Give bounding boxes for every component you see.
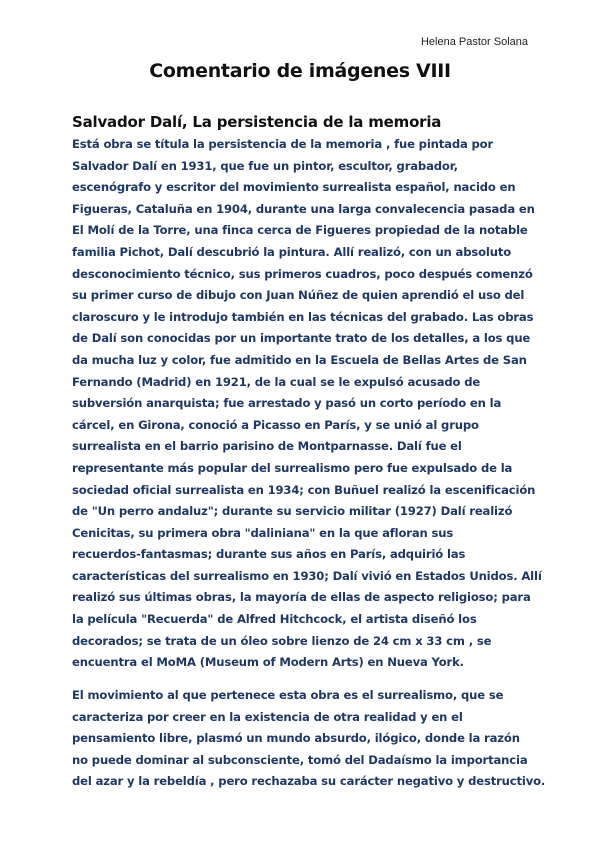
page-title: Comentario de imágenes VIII (149, 60, 451, 82)
text-line: representante más popular del surrealismo pero fue expulsado de la (72, 460, 513, 475)
text-line: del azar y la rebeldía , pero rechazaba su carácter negativo y destructivo. (72, 774, 546, 789)
text-line: la película "Recuerda" de Alfred Hitchcock, el artista diseñó los (72, 612, 477, 627)
text-line: su primer curso de dibujo con Juan Núñez de quien aprendió el uso del (72, 288, 525, 303)
text-line: no puede dominar al subconsciente, tomó del Dadaísmo la importancia (72, 752, 528, 767)
text-line: El movimiento al que pertenece esta obra es el surrealismo, que se (72, 688, 504, 702)
text-line: escenógrafo y escritor del movimiento surrealista español, nacido en (72, 180, 516, 195)
text-line: Fernando (Madrid) en 1921, de la cual se le expulsó acusado de (72, 374, 481, 389)
text-line: caracteriza por creer en la existencia de otra realidad y en el (72, 709, 463, 724)
text-line: encuentra el MoMA (Museum of Modern Arts) en Nueva York. (72, 655, 464, 670)
text-line: sociedad oficial surrealista en 1934; con Buñuel realizó la escenificación (72, 482, 536, 497)
paragraph-biography (72, 134, 542, 674)
paragraph-movement (72, 685, 546, 793)
text-line: decorados; se trata de un óleo sobre lienzo de 24 cm x 33 cm , se (72, 633, 492, 648)
section-subtitle: Salvador Dalí, La persistencia de la memoria (72, 113, 442, 131)
text-line: de "Un perro andaluz"; durante su servicio militar (1927) Dalí realizó (72, 504, 513, 519)
text-line: da mucha luz y color, fue admitido en la Escuela de Bellas Artes de San (72, 352, 527, 367)
text-line: claroscuro y le introdujo también en las técnicas del grabado. Las obras (72, 309, 534, 324)
text-line: familia Pichot, Dalí descubrió la pintura. Allí realizó, con un absoluto (72, 244, 512, 259)
text-line: El Molí de la Torre, una finca cerca de Figueres propiedad de la notable (72, 223, 528, 238)
author-name: Helena Pastor Solana (420, 36, 528, 48)
text-line: recuerdos-fantasmas; durante sus años en París, adquirió las (72, 547, 466, 562)
text-line: características del surrealismo en 1930; Dalí vivió en Estados Unidos. Allí (72, 568, 542, 583)
text-line: de Dalí son conocidas por un importante trato de los detalles, a los que (72, 331, 531, 346)
text-line: surrealista en el barrio parisino de Montparnasse. Dalí fue el (72, 439, 462, 454)
text-line: subversión anarquista; fue arrestado y pasó un corto período en la (72, 396, 502, 411)
text-line: Salvador Dalí en 1931, que fue un pintor, escultor, grabador, (72, 158, 458, 173)
text-line: Figueras, Cataluña en 1904, durante una larga convalecencia pasada en (72, 201, 535, 216)
text-line: realizó sus últimas obras, la mayoría de ellas de aspecto religioso; para (72, 590, 531, 605)
text-line: desconocimiento técnico, sus primeros cuadros, poco después comenzó (72, 266, 533, 281)
text-line: pensamiento libre, plasmó un mundo absurdo, ilógico, donde la razón (72, 731, 520, 746)
text-line: Cenicitas, su primera obra "daliniana" en la que afloran sus (72, 525, 454, 540)
text-line: cárcel, en Girona, conoció a Picasso en París, y se unió al grupo (72, 417, 479, 432)
text-line: Está obra se títula la persistencia de la memoria , fue pintada por (72, 137, 494, 151)
